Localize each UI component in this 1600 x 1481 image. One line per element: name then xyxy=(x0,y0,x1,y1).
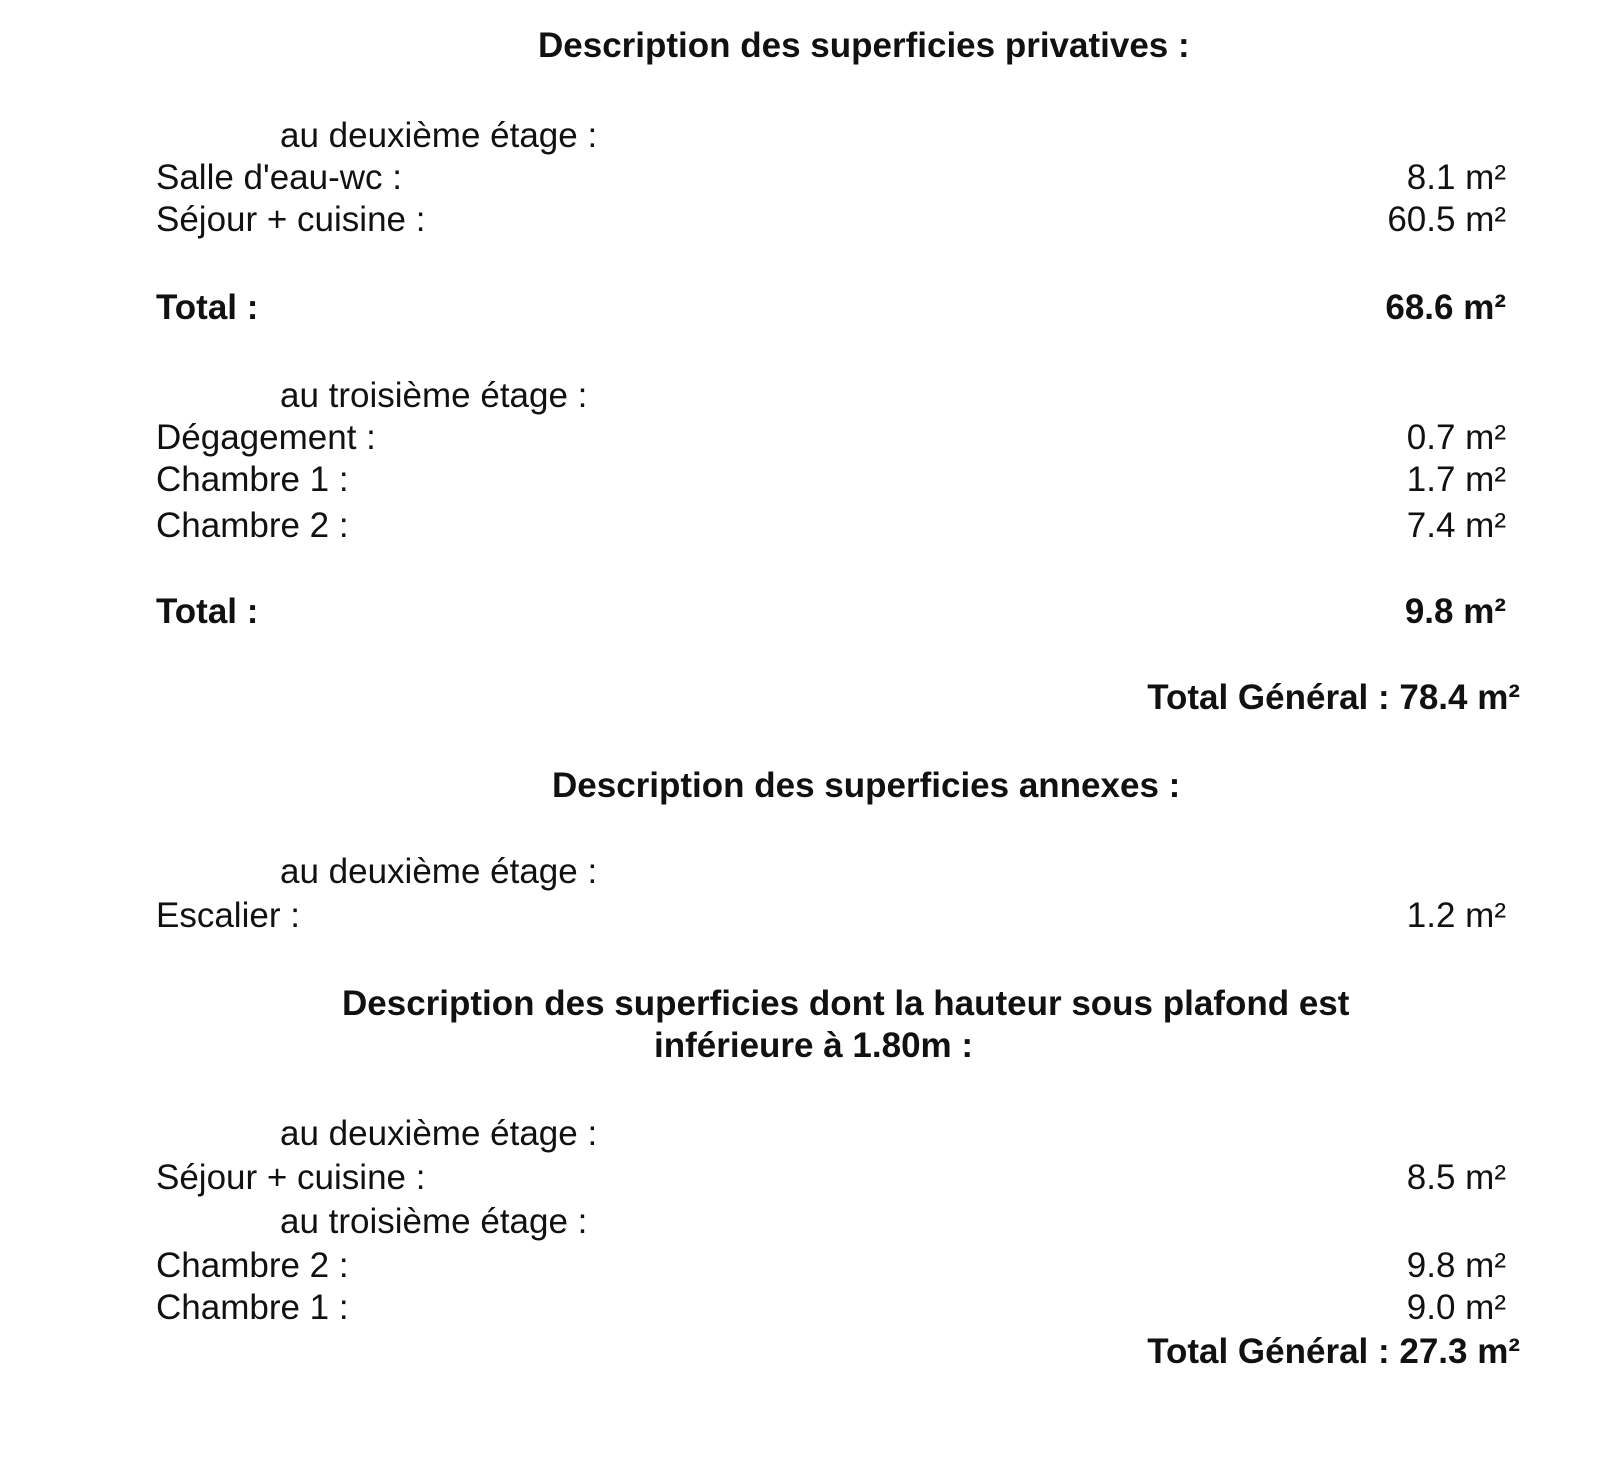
row-label: Chambre 2 : xyxy=(156,1246,349,1285)
low-height-grand-total: Total Général : 27.3 m² xyxy=(1147,1332,1520,1371)
annexes-heading: Description des superficies annexes : xyxy=(552,766,1181,805)
row-value: 9.8 m² xyxy=(1406,1246,1506,1285)
annexes-floor2-label: au deuxième étage : xyxy=(280,852,598,891)
row-label: Escalier : xyxy=(156,896,300,935)
total-value: 68.6 m² xyxy=(1385,288,1506,327)
total-label: Total : xyxy=(156,592,259,631)
low-height-floor2-label: au deuxième étage : xyxy=(280,1114,598,1153)
row-label: Séjour + cuisine : xyxy=(156,1158,426,1197)
low-height-heading-line1: Description des superficies dont la hauteur sous plafond est xyxy=(342,984,1350,1023)
total-value: 9.8 m² xyxy=(1404,592,1506,631)
low-height-floor3-label: au troisième étage : xyxy=(280,1202,588,1241)
low-height-heading-line2: inférieure à 1.80m : xyxy=(654,1026,974,1065)
row-value: 8.5 m² xyxy=(1406,1158,1506,1197)
row-label: Chambre 1 : xyxy=(156,1288,349,1327)
row-value: 0.7 m² xyxy=(1406,418,1506,457)
row-label: Chambre 1 : xyxy=(156,460,349,499)
row-label: Séjour + cuisine : xyxy=(156,200,426,239)
row-value: 9.0 m² xyxy=(1406,1288,1506,1327)
row-label: Chambre 2 : xyxy=(156,506,349,545)
row-value: 7.4 m² xyxy=(1406,506,1506,545)
privatives-heading: Description des superficies privatives : xyxy=(538,26,1190,65)
privatives-floor3-label: au troisième étage : xyxy=(280,376,588,415)
row-value: 8.1 m² xyxy=(1406,158,1506,197)
row-value: 1.7 m² xyxy=(1406,460,1506,499)
total-label: Total : xyxy=(156,288,259,327)
row-value: 60.5 m² xyxy=(1387,200,1506,239)
privatives-grand-total: Total Général : 78.4 m² xyxy=(1147,678,1520,717)
privatives-floor2-label: au deuxième étage : xyxy=(280,116,598,155)
row-label: Salle d'eau-wc : xyxy=(156,158,402,197)
row-value: 1.2 m² xyxy=(1406,896,1506,935)
row-label: Dégagement : xyxy=(156,418,376,457)
